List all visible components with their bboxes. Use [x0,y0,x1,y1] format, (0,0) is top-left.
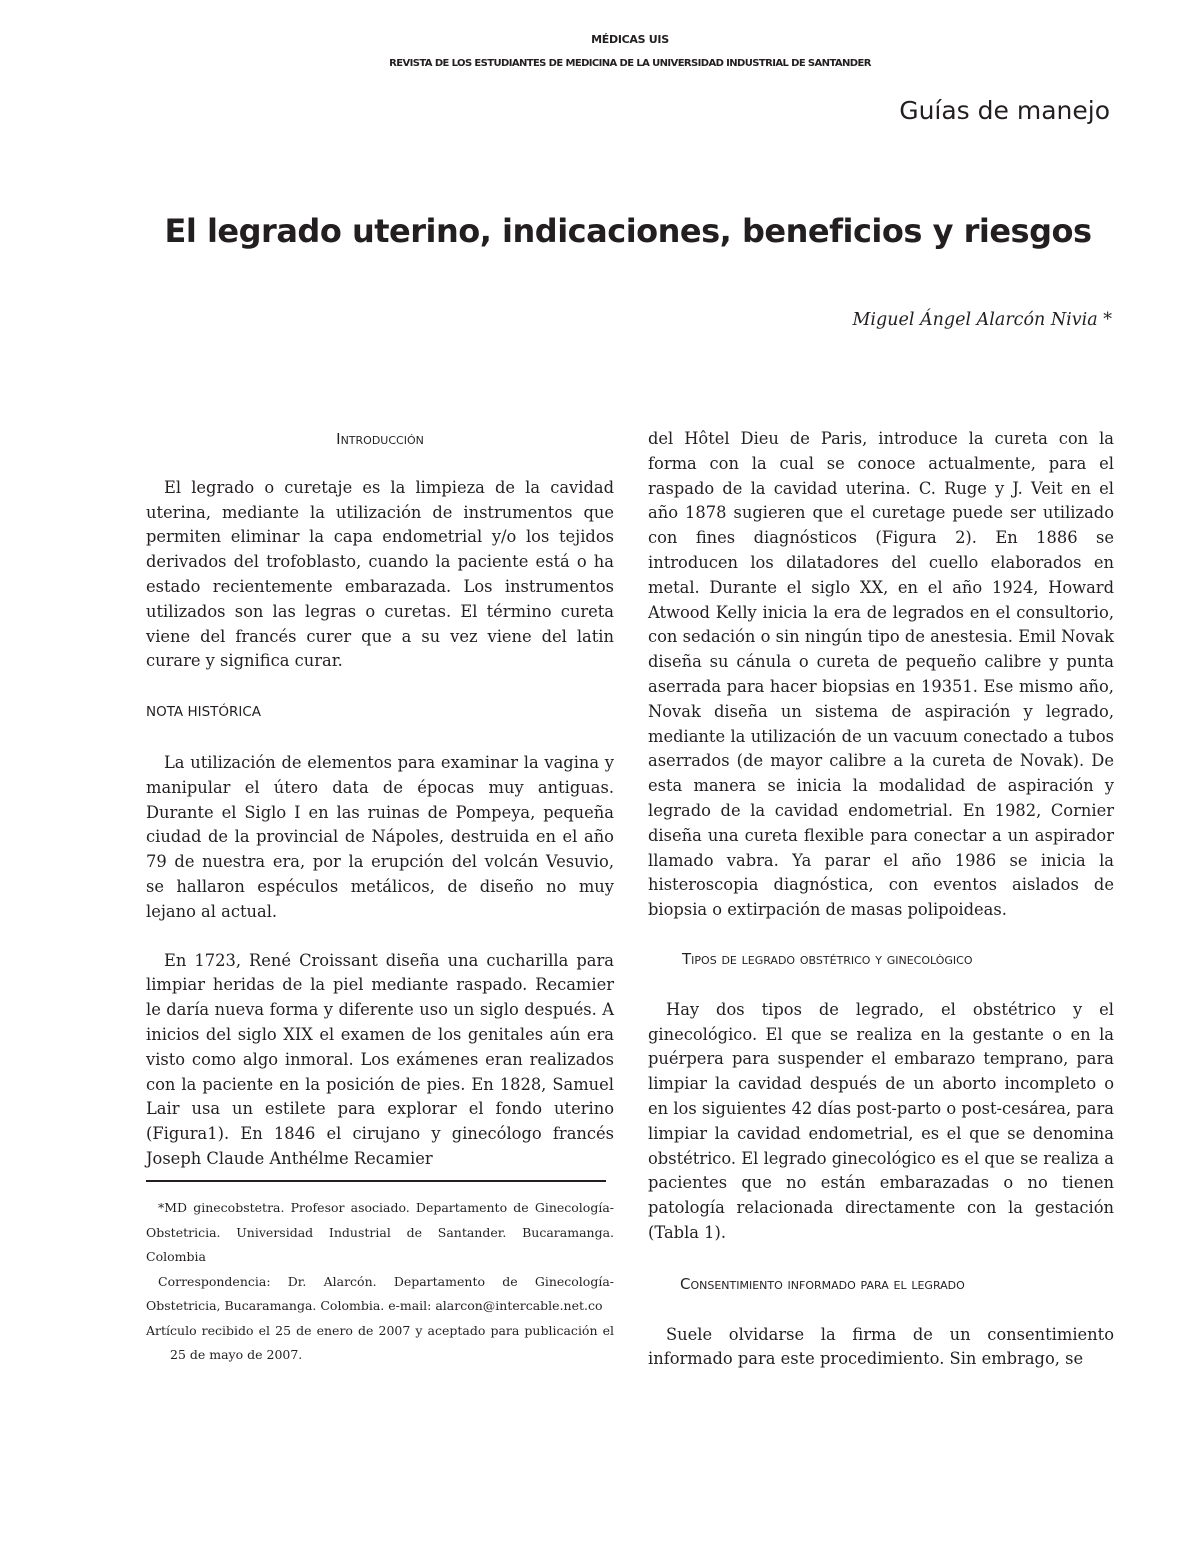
article-title: El legrado uterino, indicaciones, beneficios y riesgos [164,212,1092,250]
nota-continuation: del Hôtel Dieu de Paris, introduce la cureta con la forma con la cual se conoce actualmente, para el raspado de la cavidad uterina. C. Ruge y J. Veit en el año 1878 sugieren que el curetage puede ser utilizado con fines diagnósticos (Figura 2). En 1886 se introducen los dilatadores del cuello elaborados en metal. Durante el siglo XX, en el año 1924, Howard Atwood Kelly inicia la era de legrados en el consultorio, con sedación o sin ningún tipo de anestesia. Emil Novak diseña su cánula o cureta de pequeño calibre y punta aserrada para hacer biopsias en 19351. Ese mismo año, Novak diseña un sistema de aspiración y legrado, mediante la utilización de un vacuum conectado a tubos aserrados (de mayor calibre a la cureta de Novak). De esta manera se inicia la modalidad de aspiración y legrado de la cavidad endometrial. En 1982, Cornier diseña una cureta flexible para conectar a un aspirador llamado vabra. Ya parar el año 1986 se inicia la histeroscopia diagnóstica, con eventos aislados de biopsia o extirpación de masas polipoideas. [648,429,1114,920]
journal-name: MÉDICAS UIS [591,33,669,46]
heading-consentimiento: Consentimiento informado para el legrado [680,1274,965,1293]
journal-subtitle: REVISTA DE LOS ESTUDIANTES DE MEDICINA DE LA UNIVERSIDAD INDUSTRIAL DE SANTANDER [389,58,871,69]
footnotes [146,1196,614,1368]
nota-paragraph-2: En 1723, René Croissant diseña una cucharilla para limpiar heridas de la piel mediante raspado. Recamier le daría nueva forma y diferente uso un siglo después. A inicios del siglo XIX el examen de los genitales aún era visto como algo inmoral. Los exámenes eran realizados con la paciente en la posición de pies. En 1828, Samuel Lair usa un estilete para explorar el fondo uterino (Figura1). En 1846 el cirujano y ginecólogo francés Joseph Claude Anthélme Recamier [146,950,614,1168]
right-column [648,427,1114,1372]
left-column [146,427,614,1172]
footnote-received: Artículo recibido el 25 de enero de 2007 y aceptado para publicación el 25 de mayo de 2007. [146,1322,614,1362]
footnote-affiliation: *MD ginecobstetra. Profesor asociado. Departamento de Ginecología-Obstetricia. Universidad Industrial de Santander. Bucaramanga. Colombia [146,1200,614,1264]
heading-tipos-de-legrado: Tipos de legrado obstétrico y ginecològico [682,949,973,968]
section-type-label: Guías de manejo [899,96,1110,125]
article-author: Miguel Ángel Alarcón Nivia * [852,310,1112,330]
intro-paragraph: El legrado o curetaje es la limpieza de la cavidad uterina, mediante la utilización de instrumentos que permiten eliminar la capa endometrial y/o los tejidos derivados del trofoblasto, cuando la paciente está o ha estado recientemente embarazada. Los instrumentos utilizados son las legras o curetas. El término cureta viene del francés curer que a su vez viene del latin curare y significa curar. [146,477,614,671]
nota-paragraph-1: La utilización de elementos para examinar la vagina y manipular el útero data de épocas muy antiguas. Durante el Siglo I en las ruinas de Pompeya, pequeña ciudad de la provincial de Nápoles, destruida en el año 79 de nuestra era, por la erupción del volcán Vesuvio, se hallaron espéculos metálicos, de diseño no muy lejano al actual. [146,752,614,921]
heading-introduccion: Introducción [336,430,424,448]
tipos-paragraph: Hay dos tipos de legrado, el obstétrico y el ginecológico. El que se realiza en la gestante o en la puérpera para suspender el embarazo temprano, para limpiar la cavidad después de un aborto incompleto o en los siguientes 42 días post-parto o post-cesárea, para limpiar la cavidad endometrial, es el que se denomina obstétrico. El legrado ginecológico es el que se realiza a pacientes que no están embarazadas o no tienen patología relacionada directamente con la gestación (Tabla 1). [648,999,1114,1242]
heading-nota-historica: NOTA HISTÓRICA [146,704,262,721]
footnote-divider [146,1180,606,1182]
consentimiento-paragraph: Suele olvidarse la firma de un consentimiento informado para este procedimiento. Sin embrago, se [648,1324,1114,1369]
footnote-correspondence: Correspondencia: Dr. Alarcón. Departamento de Ginecología-Obstetricia, Bucaramanga. Colombia. e-mail: alarcon@intercable.net.co [146,1273,614,1313]
